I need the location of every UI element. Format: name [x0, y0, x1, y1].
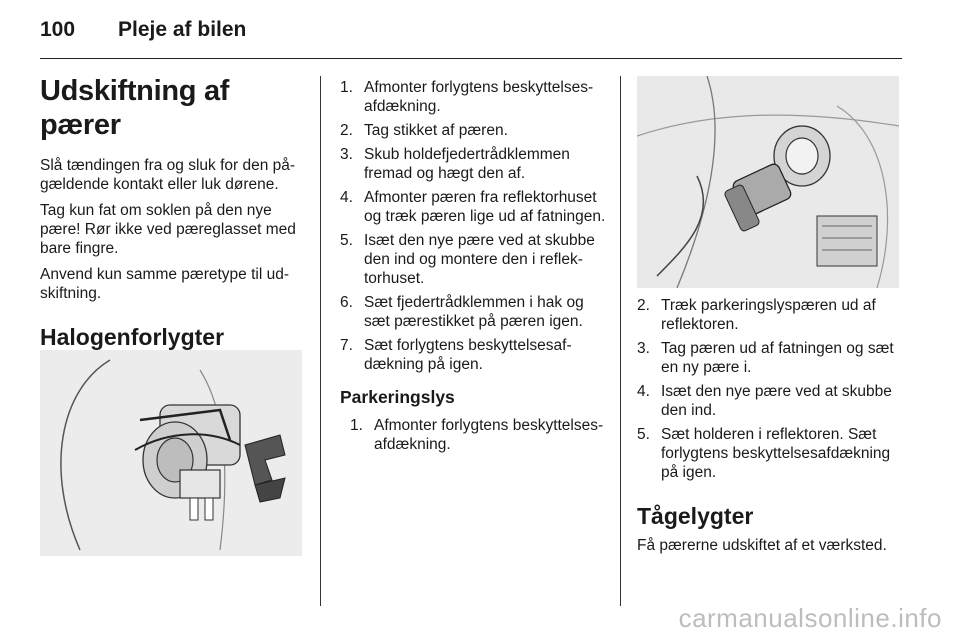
- parking-bulb-figure: [637, 76, 899, 288]
- step-number: 3.: [637, 340, 650, 357]
- headlight-bulb-figure: [40, 350, 302, 556]
- list-item: [340, 293, 606, 331]
- list-item: [340, 188, 606, 226]
- column-2: [340, 78, 606, 459]
- list-item: [340, 78, 606, 116]
- header-rule: [40, 58, 902, 59]
- step-number: 5.: [637, 426, 650, 443]
- headlight-bulb-illustration: [40, 350, 302, 556]
- column-3: [637, 296, 903, 562]
- step-text: Afmonter forlygtens beskyttelsesafdækning.: [364, 79, 594, 115]
- step-number: 5.: [340, 232, 353, 249]
- step-text: Skub holdefjedertrådklemmen fremad og hægt den af.: [364, 146, 570, 182]
- parking-heading: Parkeringslys: [340, 387, 455, 407]
- list-item: [637, 382, 903, 420]
- list-item: [637, 339, 903, 377]
- step-number: 3.: [340, 146, 353, 163]
- step-number: 2.: [637, 297, 650, 314]
- paragraph: Anvend kun samme pæretype til udskiftning.: [40, 266, 289, 302]
- step-text: Sæt fjedertrådklemmen i hak og sæt pærestikket på pæren igen.: [364, 294, 584, 330]
- step-number: 1.: [340, 79, 353, 96]
- headlight-steps-list: [340, 78, 606, 374]
- page-number: 100: [40, 18, 76, 41]
- step-text: Træk parkeringslyspæren ud af reflektoren.: [661, 297, 876, 333]
- step-number: 1.: [350, 417, 363, 434]
- list-item: [637, 425, 903, 482]
- list-item: [350, 416, 606, 454]
- step-number: 4.: [340, 189, 353, 206]
- main-heading: Udskiftning af pærer: [40, 75, 230, 141]
- step-number: 7.: [340, 337, 353, 354]
- list-item: [340, 231, 606, 288]
- step-number: 4.: [637, 383, 650, 400]
- column-divider-1: [320, 76, 321, 606]
- step-text: Sæt forlygtens beskyttelsesafdækning på igen.: [364, 337, 572, 373]
- step-text: Tag pæren ud af fatningen og sæt en ny pære i.: [661, 340, 894, 376]
- parking-steps-continued-list: [637, 296, 903, 482]
- watermark: carmanualsonline.info: [678, 603, 942, 633]
- fog-text: Få pærerne udskiftet af et værksted.: [637, 537, 887, 554]
- paragraph: Tag kun fat om soklen på den nye pære! Rør ikke ved pæreglasset med bare fingre.: [40, 202, 296, 257]
- parking-steps-list: [348, 416, 606, 454]
- step-text: Afmonter pæren fra reflektorhuset og træk pæren lige ud af fatningen.: [364, 189, 606, 225]
- column-divider-2: [620, 76, 621, 606]
- step-text: Tag stikket af pæren.: [364, 122, 508, 139]
- step-text: Afmonter forlygtens beskyttelsesafdækning.: [374, 417, 604, 453]
- step-number: 2.: [340, 122, 353, 139]
- parking-bulb-illustration: [637, 76, 899, 288]
- section-title: Pleje af bilen: [118, 18, 247, 41]
- step-text: Isæt den nye pære ved at skubbe den ind.: [661, 383, 892, 419]
- list-item: [340, 145, 606, 183]
- list-item: [340, 121, 606, 140]
- fog-heading: Tågelygter: [637, 503, 754, 529]
- list-item: [340, 336, 606, 374]
- paragraph: Slå tændingen fra og sluk for den pågældende kontakt eller luk dørene.: [40, 157, 296, 193]
- step-text: Sæt holderen i reflektoren. Sæt forlygtens beskyttelsesafdækning på igen.: [661, 426, 891, 481]
- list-item: [637, 296, 903, 334]
- step-text: Isæt den nye pære ved at skubbe den ind og montere den i reflektorhuset.: [364, 232, 595, 287]
- subheading: Halogenforlygter: [40, 324, 225, 350]
- column-1: [40, 74, 306, 391]
- step-number: 6.: [340, 294, 353, 311]
